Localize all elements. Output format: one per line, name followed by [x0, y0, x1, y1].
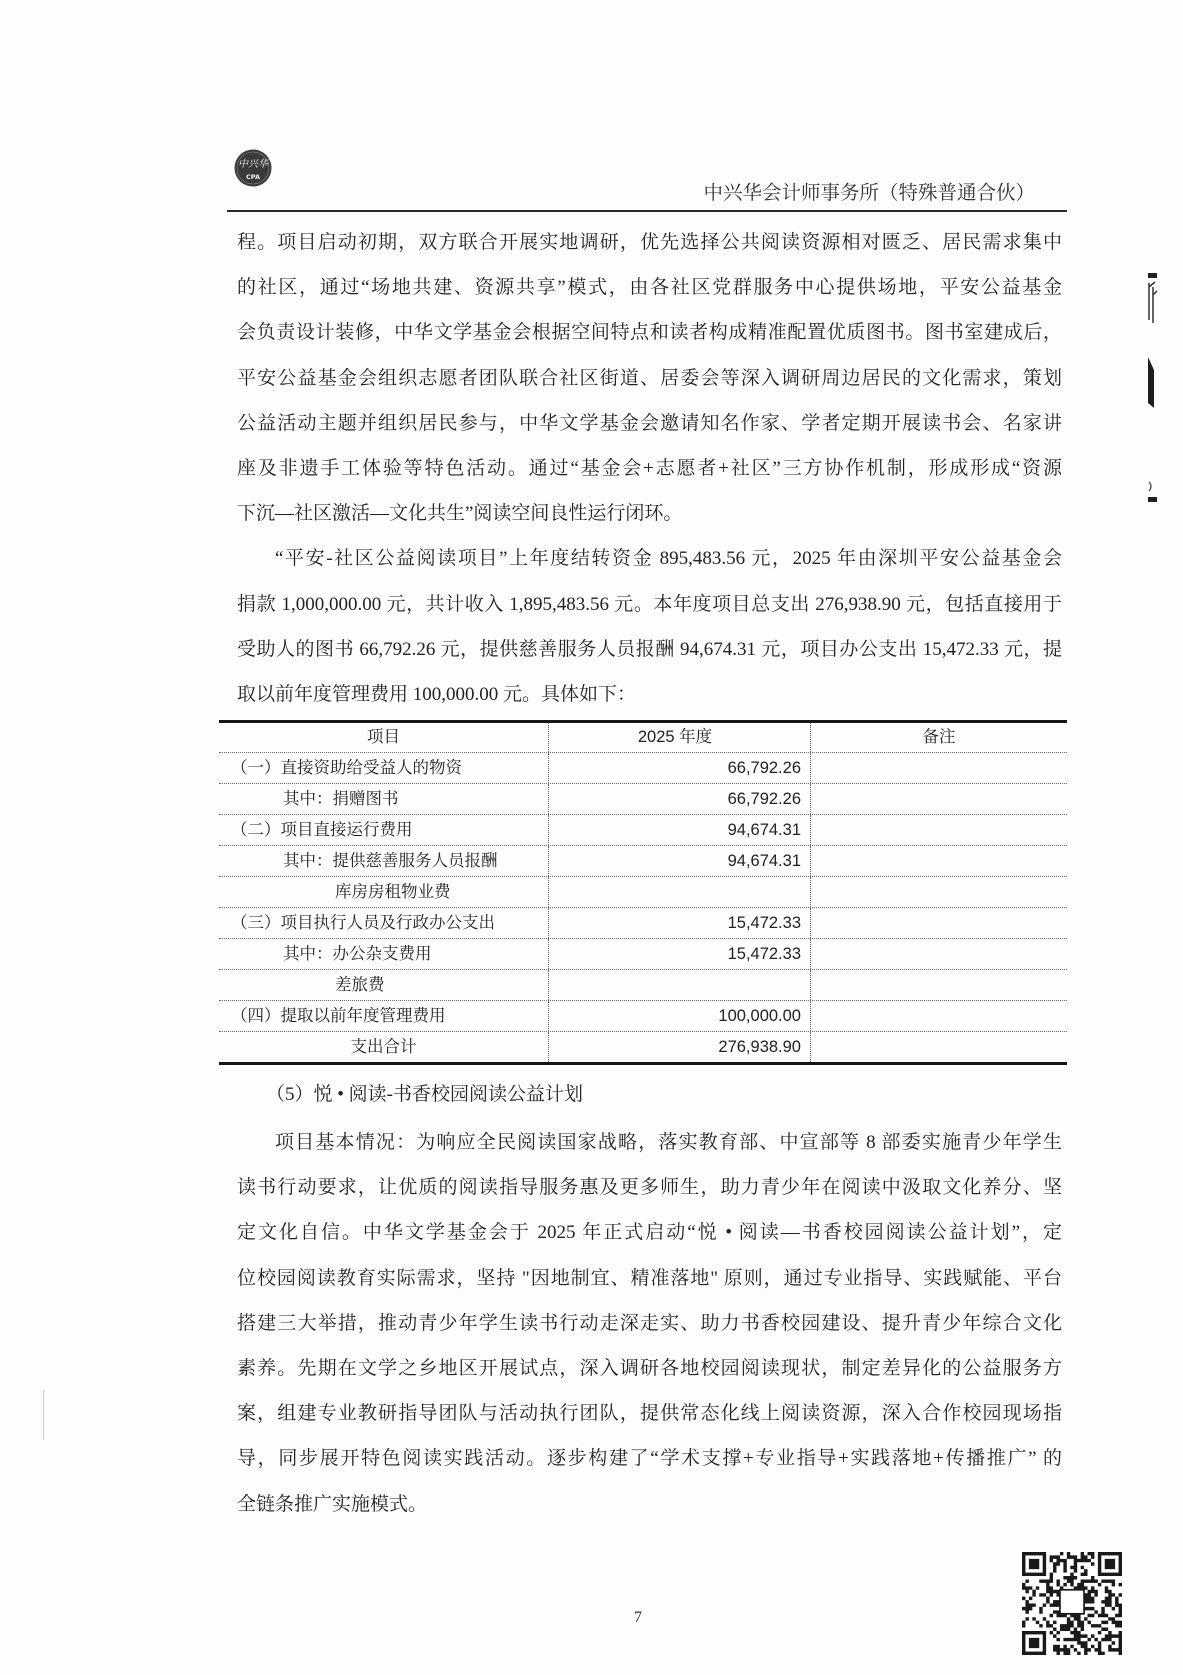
table-row [219, 876, 1067, 907]
table-row [219, 907, 1067, 938]
item-cell: 其中：提供慈善服务人员报酬 [283, 852, 498, 870]
scan-edge-mark [1148, 357, 1154, 408]
note-cell [810, 846, 1067, 876]
item-cell: 其中：办公杂支费用 [283, 945, 432, 963]
table-row [219, 1000, 1067, 1031]
table-header-row [219, 723, 1067, 752]
logo-text: 中兴华 [238, 159, 268, 170]
qr-code [1022, 1552, 1122, 1655]
firm-name: 中兴华会计师事务所（特殊普通合伙） [703, 181, 1035, 204]
text-line: 程。项目启动初期，双方联合开展实地调研，优先选择公共阅读资源相对匮乏、居民需求集中 [237, 232, 1062, 253]
item-cell: （三）项目执行人员及行政办公支出 [231, 914, 495, 932]
column-header-note: 备注 [810, 723, 1067, 752]
amount-cell [548, 970, 810, 1000]
table-row [219, 969, 1067, 1000]
scan-edge-marks [1140, 265, 1170, 510]
note-cell [810, 970, 1067, 1000]
item-cell: 其中：捐赠图书 [283, 790, 399, 808]
amount-cell: 94,674.31 [548, 846, 810, 876]
item-cell: 库房房租物业费 [335, 883, 451, 901]
paragraph-campus-reading [237, 1120, 1062, 1527]
column-header-year: 2025 年度 [548, 723, 810, 752]
logo-sub-text: CPA [246, 173, 260, 181]
text-line: 导，同步展开特色阅读实践活动。逐步构建了“学术支撑+专业指导+实践落地+传播推广” 的 [237, 1448, 1062, 1470]
table-total-row [219, 1031, 1067, 1062]
text-line: 搭建三大举措，推动青少年学生读书行动走深走实、助力书香校园建设、提升青少年综合文化 [237, 1312, 1062, 1334]
amount-cell: 66,792.26 [548, 753, 810, 783]
table-row [219, 783, 1067, 814]
text-line: 捐款 1,000,000.00 元，共计收入 1,895,483.56 元。本年度项目总支出 276,938.90 元，包括直接用于 [237, 593, 1062, 615]
text-line: 会负责设计装修，中华文学基金会根据空间特点和读者构成精准配置优质图书。图书室建成后， [237, 322, 1062, 344]
text-line: 素养。先期在文学之乡地区开展试点，深入调研各地校园阅读现状，制定差异化的公益服务方 [237, 1357, 1062, 1379]
amount-cell [548, 877, 810, 907]
amount-cell: 100,000.00 [548, 1001, 810, 1031]
note-cell [810, 877, 1067, 907]
text-line: 座及非遗手工体验等特色活动。通过“基金会+志愿者+社区”三方协作机制，形成形成“资源 [237, 457, 1062, 479]
text-line: 项目基本情况：为响应全民阅读国家战略，落实教育部、中宣部等 8 部委实施青少年学生 [275, 1132, 1062, 1153]
firm-logo [234, 149, 272, 187]
item-cell: （四）提取以前年度管理费用 [231, 1007, 446, 1025]
table-row [219, 845, 1067, 876]
note-cell [810, 815, 1067, 845]
scan-edge-mark [1149, 282, 1157, 323]
amount-cell: 66,792.26 [548, 784, 810, 814]
table-row [219, 814, 1067, 845]
table-row [219, 752, 1067, 783]
note-cell [810, 1032, 1067, 1062]
table-row [219, 938, 1067, 969]
column-header-item: 项目 [367, 728, 400, 746]
text-line: 案，组建专业教研指导团队与活动执行团队，提供常态化线上阅读资源，深入合作校园现场指 [237, 1403, 1062, 1425]
amount-cell: 15,472.33 [548, 908, 810, 938]
text-line: 全链条推广实施模式。 [237, 1493, 428, 1515]
text-line: 受助人的图书 66,792.26 元，提供慈善服务人员报酬 94,674.31 元，项目办公支出 15,472.33 元，提 [237, 638, 1062, 660]
scan-edge-mark [1148, 497, 1157, 502]
item-cell: 差旅费 [335, 976, 385, 994]
text-line: 定文化自信。中华文学基金会于 2025 年正式启动“悦 • 阅读—书香校园阅读公益计划”，定 [237, 1222, 1062, 1244]
text-line: 下沉—社区激活—文化共生”阅读空间良性运行闭环。 [237, 503, 683, 525]
text-line: 的社区，通过“场地共建、资源共享”模式，由各社区党群服务中心提供场地，平安公益基金 [237, 277, 1062, 299]
scan-margin-line [43, 1390, 44, 1440]
amount-cell: 94,674.31 [548, 815, 810, 845]
text-line: 位校园阅读教育实际需求，坚持 "因地制宜、精准落地" 原则，通过专业指导、实践赋能、平台 [237, 1267, 1062, 1289]
text-line: 平安公益基金会组织志愿者团队联合社区街道、居委会等深入调研周边居民的文化需求，策划 [237, 367, 1062, 389]
text-line: 取以前年度管理费用 100,000.00 元。具体如下： [237, 683, 637, 705]
scan-edge-mark [1148, 273, 1157, 278]
qr-center-badge [1060, 1590, 1084, 1614]
note-cell [810, 908, 1067, 938]
note-cell [810, 753, 1067, 783]
page-number: 7 [634, 1609, 642, 1626]
scan-edge-mark [1149, 482, 1151, 491]
header-rule [227, 210, 1067, 212]
expense-table [219, 720, 1067, 1065]
note-cell [810, 939, 1067, 969]
item-cell: （一）直接资助给受益人的物资 [231, 759, 462, 777]
section-heading: （5）悦 • 阅读-书香校园阅读公益计划 [266, 1084, 583, 1105]
note-cell [810, 1001, 1067, 1031]
total-amount-cell: 276,938.90 [548, 1032, 810, 1062]
text-line: 读书行动要求，让优质的阅读指导服务惠及更多师生，助力青少年在阅读中汲取文化养分、坚 [237, 1177, 1062, 1199]
item-cell: （二）项目直接运行费用 [231, 821, 413, 839]
total-label-cell: 支出合计 [350, 1038, 417, 1056]
paragraph-community-reading [237, 220, 1062, 717]
note-cell [810, 784, 1067, 814]
amount-cell: 15,472.33 [548, 939, 810, 969]
text-line: “平安-社区公益阅读项目”上年度结转资金 895,483.56 元，2025 年由深圳平安公益基金会 [275, 548, 1062, 570]
text-line: 公益活动主题并组织居民参与，中华文学基金会邀请知名作家、学者定期开展读书会、名家讲 [237, 412, 1062, 434]
